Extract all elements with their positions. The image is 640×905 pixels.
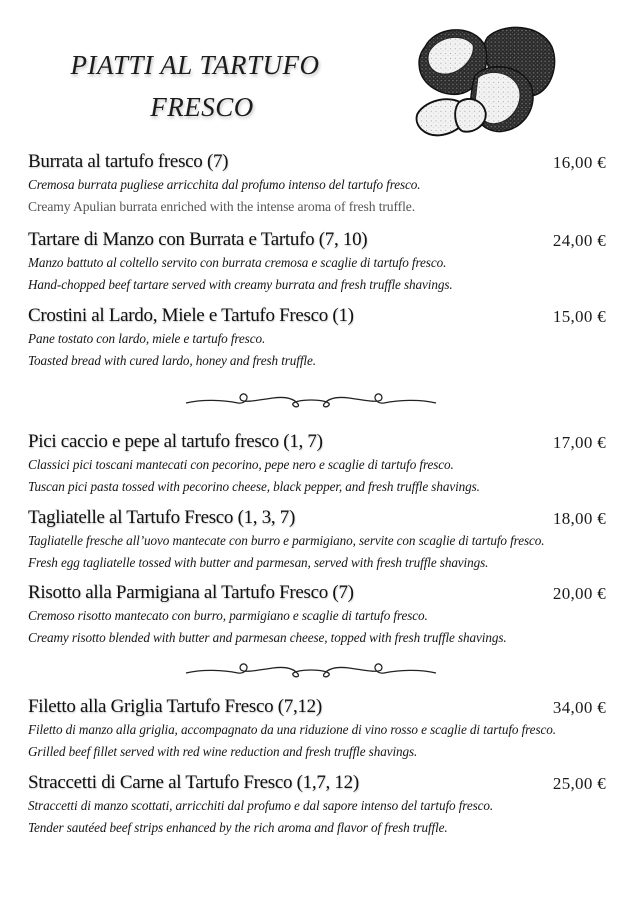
item-price: 34,00 € bbox=[552, 698, 606, 717]
menu-item-burrata bbox=[28, 150, 610, 218]
item-description-en: Toasted bread with cured lardo, honey and fresh truffle. bbox=[28, 353, 316, 368]
item-name: Risotto alla Parmigiana al Tartufo Fresco (7) bbox=[28, 582, 354, 603]
item-description-it: Manzo battuto al coltello servito con burrata cremosa e scaglie di tartufo fresco. bbox=[28, 255, 447, 270]
item-description-it: Filetto di manzo alla griglia, accompagnato da una riduzione di vino rosso e scaglie di tartufo fresco. bbox=[28, 722, 556, 737]
item-price: 16,00 € bbox=[552, 153, 606, 172]
item-description-it: Pane tostato con lardo, miele e tartufo fresco. bbox=[28, 331, 266, 346]
item-name: Filetto alla Griglia Tartufo Fresco (7,12) bbox=[28, 696, 322, 717]
item-price: 25,00 € bbox=[552, 774, 606, 793]
item-description-it: Cremosa burrata pugliese arricchita dal profumo intenso del tartufo fresco. bbox=[28, 177, 421, 192]
menu-item-straccetti bbox=[28, 771, 610, 839]
item-description-en: Grilled beef fillet served with red wine reduction and fresh truffle shavings. bbox=[28, 744, 418, 759]
menu-item-risotto bbox=[28, 581, 610, 649]
item-description-it: Tagliatelle fresche all’uovo mantecate con burro e parmigiano, servite con scaglie di tartufo fresco. bbox=[28, 533, 545, 548]
item-price: 18,00 € bbox=[552, 509, 606, 528]
flourish-divider-icon bbox=[183, 660, 439, 682]
item-description-en: Creamy risotto blended with butter and parmesan cheese, topped with fresh truffle shavings. bbox=[28, 630, 507, 645]
menu-item-filetto bbox=[28, 695, 610, 763]
item-price: 17,00 € bbox=[552, 433, 606, 452]
item-name: Tartare di Manzo con Burrata e Tartufo (7, 10) bbox=[28, 229, 368, 250]
title-line-2: FRESCO bbox=[150, 92, 254, 122]
item-description-en: Fresh egg tagliatelle tossed with butter and parmesan, served with fresh truffle shavings. bbox=[28, 555, 489, 570]
item-name: Pici caccio e pepe al tartufo fresco (1, 7) bbox=[28, 431, 323, 452]
item-description-en: Hand-chopped beef tartare served with creamy burrata and fresh truffle shavings. bbox=[28, 277, 453, 292]
item-description-en: Creamy Apulian burrata enriched with the intense aroma of fresh truffle. bbox=[28, 199, 416, 214]
menu-item-tagliatelle bbox=[28, 506, 610, 574]
item-price: 15,00 € bbox=[552, 307, 606, 326]
title-line-1: PIATTI AL TARTUFO bbox=[70, 50, 320, 80]
truffle-illustration-icon bbox=[405, 18, 570, 143]
menu-item-tartare bbox=[28, 228, 610, 296]
page-title bbox=[30, 44, 360, 128]
item-description-en: Tender sautéed beef strips enhanced by the rich aroma and flavor of fresh truffle. bbox=[28, 820, 448, 835]
flourish-divider-icon bbox=[183, 390, 439, 412]
item-price: 24,00 € bbox=[552, 231, 606, 250]
item-description-it: Classici pici toscani mantecati con pecorino, pepe nero e scaglie di tartufo fresco. bbox=[28, 457, 454, 472]
item-price: 20,00 € bbox=[552, 584, 606, 603]
item-name: Burrata al tartufo fresco (7) bbox=[28, 151, 229, 172]
item-name: Straccetti di Carne al Tartufo Fresco (1,7, 12) bbox=[28, 772, 359, 793]
item-name: Crostini al Lardo, Miele e Tartufo Fresco (1) bbox=[28, 305, 354, 326]
item-description-it: Cremoso risotto mantecato con burro, parmigiano e scaglie di tartufo fresco. bbox=[28, 608, 428, 623]
menu-item-crostini bbox=[28, 304, 610, 372]
menu-item-pici bbox=[28, 430, 610, 498]
item-name: Tagliatelle al Tartufo Fresco (1, 3, 7) bbox=[28, 507, 296, 528]
item-description-it: Straccetti di manzo scottati, arricchiti dal profumo e dal sapore intenso del tartufo fresco. bbox=[28, 798, 494, 813]
item-description-en: Tuscan pici pasta tossed with pecorino cheese, black pepper, and fresh truffle shavings. bbox=[28, 479, 480, 494]
